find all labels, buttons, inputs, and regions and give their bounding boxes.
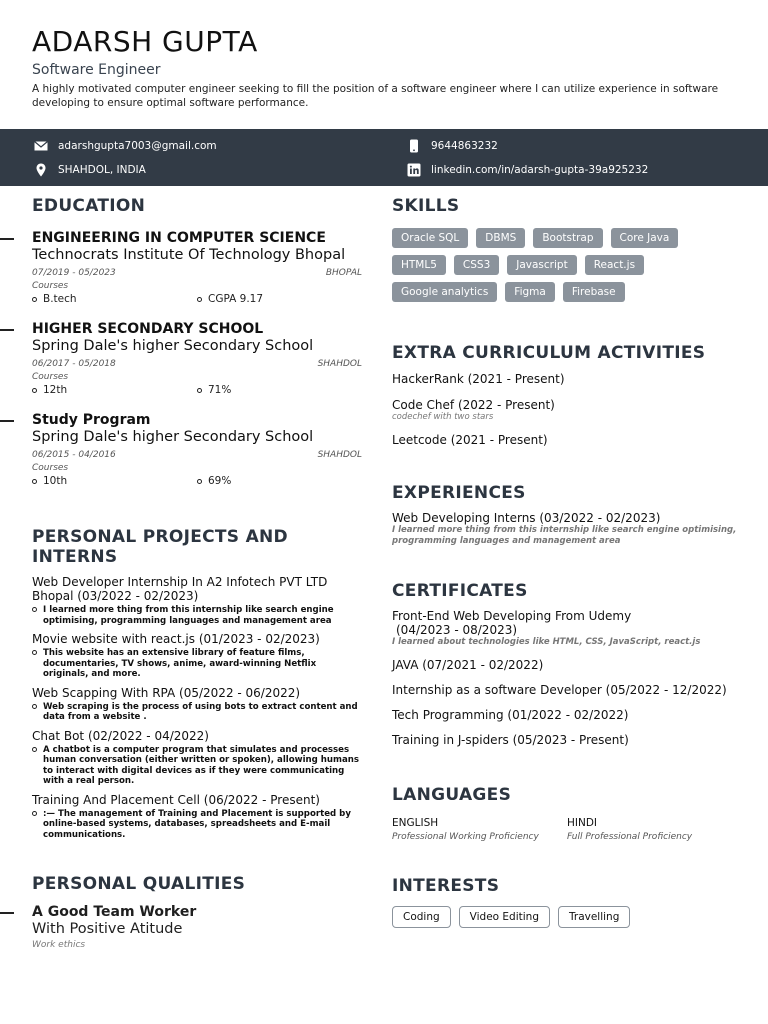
languages-list <box>392 817 742 842</box>
entry-marker <box>0 420 14 422</box>
skill-tag: Google analytics <box>392 282 497 302</box>
project-desc: This website has an extensive library of feature films, documentaries, TV shows, anime, award-winning Netflix originals, and more. <box>43 648 317 679</box>
course-item: CGPA 9.17 <box>197 293 362 305</box>
institution: Spring Dale's higher Secondary School <box>32 429 314 445</box>
experience-title: Web Developing Interns (03/2022 - 02/2023) <box>392 511 661 525</box>
email-text: adarshgupta7003@gmail.com <box>58 140 217 152</box>
institution: Technocrats Institute Of Technology Bhopal <box>32 247 346 263</box>
dates: 07/2019 - 05/2023 <box>32 268 116 278</box>
extra-item: Leetcode (2021 - Present) <box>392 433 548 447</box>
entry-marker <box>0 912 14 914</box>
linkedin-icon <box>407 163 421 177</box>
skill-tag: Oracle SQL <box>392 228 468 248</box>
certificate-item: Training in J-spiders (05/2023 - Present) <box>392 733 629 747</box>
location: SHAHDOL <box>317 450 362 460</box>
projects-heading: PERSONAL PROJECTS AND INTERNS <box>32 527 288 567</box>
skill-tag: CSS3 <box>454 255 499 275</box>
education-entry <box>32 321 362 396</box>
language-level: Professional Working Proficiency <box>392 832 539 842</box>
interest-tag: Travelling <box>558 906 630 928</box>
dates: 06/2017 - 05/2018 <box>32 359 116 369</box>
project-desc: :— The management of Training and Placement is supported by online-based systems, databases, spreadsheets and E-mail communications. <box>43 808 351 840</box>
course-item: 10th <box>32 475 197 487</box>
skill-tag: HTML5 <box>392 255 446 275</box>
education-entry <box>32 412 362 487</box>
extra-heading: EXTRA CURRICULUM ACTIVITIES <box>392 343 706 363</box>
degree: HIGHER SECONDARY SCHOOL <box>32 321 264 337</box>
institution: Spring Dale's higher Secondary School <box>32 338 314 354</box>
certificate-item: Internship as a software Developer (05/2022 - 12/2022) <box>392 683 727 697</box>
project-item <box>32 793 362 841</box>
languages-heading: LANGUAGES <box>392 785 512 805</box>
extra-item: Code Chef (2022 - Present) <box>392 398 555 412</box>
location: BHOPAL <box>325 268 362 278</box>
quality-note: Work ethics <box>32 940 86 950</box>
project-desc: A chatbot is a computer program that simulates and processes human conversation (either written or spoken), allowing humans to interact with digital devices as if they were communicating with a real person. <box>43 744 360 786</box>
project-desc: Web scraping is the process of using bots to extract content and data from a website . <box>43 701 358 722</box>
course-item: 71% <box>197 384 362 396</box>
left-column <box>32 196 362 950</box>
entry-marker <box>0 238 14 240</box>
skill-tag: Figma <box>505 282 555 302</box>
project-title: Movie website with react.js (01/2023 - 02/2023) <box>32 632 320 646</box>
project-item <box>32 729 362 787</box>
certificate-dates: (04/2023 - 08/2023) <box>396 623 518 637</box>
entry-marker <box>0 329 14 331</box>
linkedin-text: linkedin.com/in/adarsh-gupta-39a925232 <box>431 164 649 176</box>
education-heading: EDUCATION <box>32 196 146 216</box>
certificates-heading: CERTIFICATES <box>392 581 528 601</box>
candidate-name: ADARSH GUPTA <box>32 25 258 58</box>
skill-tag: DBMS <box>476 228 525 248</box>
location-text: SHAHDOL, INDIA <box>58 164 146 176</box>
project-item <box>32 575 362 626</box>
location-pin-icon <box>34 163 48 177</box>
course-item: B.tech <box>32 293 197 305</box>
degree: Study Program <box>32 412 151 428</box>
courses-label: Courses <box>32 281 69 291</box>
resume-header <box>32 26 732 110</box>
language-name: HINDI <box>567 817 598 829</box>
skill-tag: Bootstrap <box>533 228 602 248</box>
language-name: ENGLISH <box>392 817 439 829</box>
language-item <box>567 817 742 842</box>
skills-heading: SKILLS <box>392 196 460 216</box>
language-item <box>392 817 567 842</box>
extra-item: HackerRank (2021 - Present) <box>392 372 565 386</box>
project-item <box>32 632 362 680</box>
extra-note: codechef with two stars <box>392 412 494 422</box>
project-title: Chat Bot (02/2022 - 04/2022) <box>32 728 209 743</box>
skill-tag: React.js <box>585 255 644 275</box>
certificate-note: I learned about technologies like HTML, CSS, JavaScript, react.js <box>392 637 701 647</box>
skills-list <box>392 228 712 309</box>
courses-label: Courses <box>32 372 69 382</box>
right-column <box>392 196 742 928</box>
project-title: Training And Placement Cell (06/2022 - Present) <box>32 792 320 807</box>
degree: ENGINEERING IN COMPUTER SCIENCE <box>32 230 326 246</box>
experiences-heading: EXPERIENCES <box>392 483 526 503</box>
education-entry <box>32 230 362 305</box>
project-title: Web Developer Internship In A2 Infotech PVT LTD Bhopal (03/2022 - 02/2023) <box>32 575 328 603</box>
skill-tag: Firebase <box>563 282 625 302</box>
interest-tag: Video Editing <box>459 906 550 928</box>
quality-title: A Good Team Worker <box>32 904 197 920</box>
experience-desc: I learned more thing from this internship like search engine optimising, programming languages and management area <box>392 525 737 546</box>
phone-text: 9644863232 <box>431 140 498 152</box>
contact-email[interactable] <box>34 139 217 153</box>
interests-heading: INTERESTS <box>392 876 500 896</box>
contact-linkedin[interactable] <box>407 163 648 177</box>
course-item: 12th <box>32 384 197 396</box>
dates: 06/2015 - 04/2016 <box>32 450 116 460</box>
quality-entry <box>32 904 362 950</box>
qualities-heading: PERSONAL QUALITIES <box>32 874 246 894</box>
location: SHAHDOL <box>317 359 362 369</box>
project-item <box>32 686 362 723</box>
summary: A highly motivated computer engineer seeking to fill the position of a software engineer where I can utilize experience in software developing to ensure optimal software performance. <box>32 83 719 109</box>
certificate-item: JAVA (07/2021 - 02/2022) <box>392 658 544 672</box>
skill-tag: Javascript <box>507 255 576 275</box>
language-level: Full Professional Proficiency <box>567 832 693 842</box>
quality-subtitle: With Positive Atitude <box>32 921 183 937</box>
interest-tag: Coding <box>392 906 451 928</box>
skill-tag: Core Java <box>611 228 679 248</box>
job-title: Software Engineer <box>32 62 161 78</box>
project-title: Web Scapping With RPA (05/2022 - 06/2022) <box>32 685 301 700</box>
contact-phone[interactable] <box>407 139 498 153</box>
project-desc: I learned more thing from this internship like search engine optimising, programming languages and management area <box>43 605 334 626</box>
certificate-item: Front-End Web Developing From Udemy <box>392 609 632 623</box>
contact-bar <box>0 129 768 186</box>
course-item: 69% <box>197 475 362 487</box>
certificate-item: Tech Programming (01/2022 - 02/2022) <box>392 708 629 722</box>
interests-list <box>392 906 742 928</box>
phone-icon <box>407 139 421 153</box>
contact-location <box>34 163 146 177</box>
courses-label: Courses <box>32 463 69 473</box>
email-icon <box>34 139 48 153</box>
